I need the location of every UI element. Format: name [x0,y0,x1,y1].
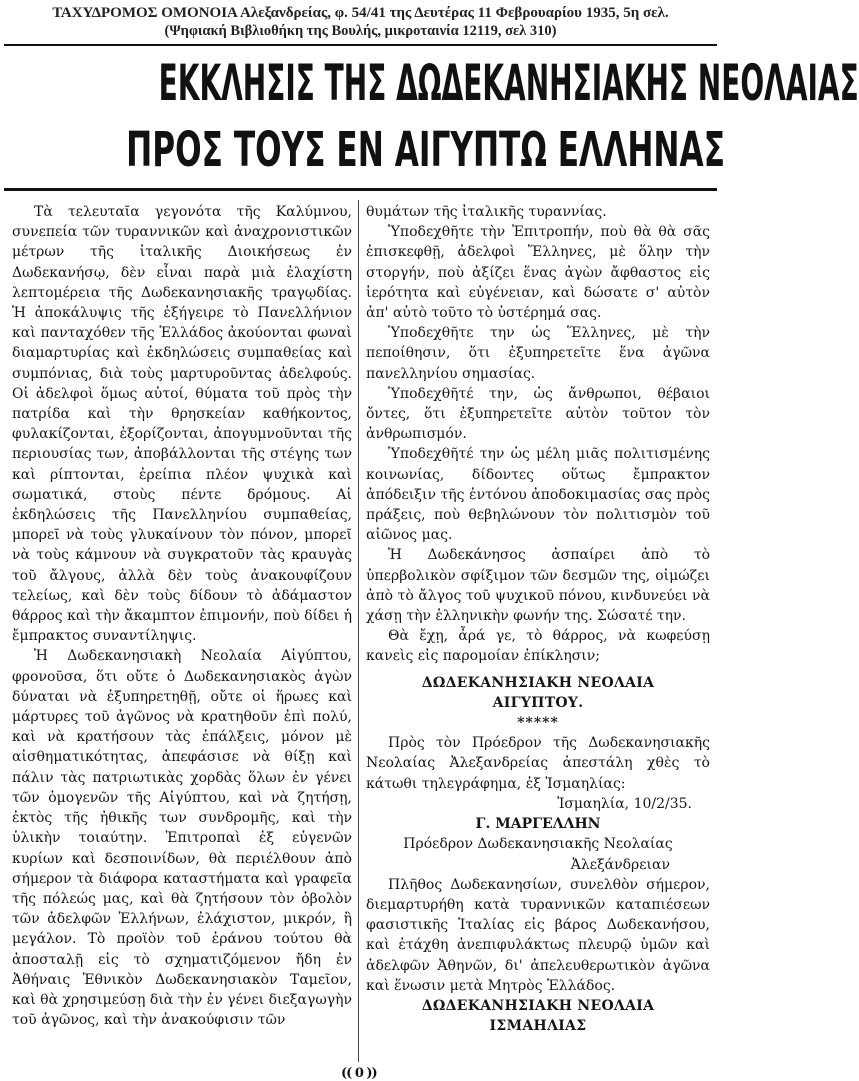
telegram-body: Πλῆθος Δωδεκανησίων, συνελθὸν σήμερον, διεμαρτυρήθη κατὰ τυραννικῶν καταπιέσεων φασιστικῆς Ἰταλίας εἰς βάρος Δωδεκανήσου, καὶ ἐτάχθη ἀνεπιφυλάκτως πλευρῷ ὑμῶν καὶ ἀδελφῶν Ἀθηνῶν, δι' ἀπελευθερωτικὸν ἀγῶνα καὶ ἕνωσιν μετὰ Μητρὸς Ἑλλάδος. [366,876,710,994]
source-caption-line1: ΤΑΧΥΔΡΟΜΟΣ ΟΜΟΝΟΙΑ Αλεξανδρείας, φ. 54/41 της Δευτέρας 11 Φεβρουαρίου 1935, 5η σελ. [52,5,669,21]
article-paragraph: Τὰ τελευταῖα γεγονότα τῆς Καλύμνου, συνεπεία τῶν τυραννικῶν καὶ ἀναχρονιστικῶν μέτρων τῆς ἰταλικῆς Διοικήσεως ἐν Δωδεκανήσῳ, δὲν εἶναι παρὰ μιὰ ἐλαχίστη λεπτομέρεια τῆς Δωδεκανησιακῆς τραγῳδίας. Ἡ ἀποκάλυψις τῆς ἐξήγειρε τὸ Πανελλήνιον καὶ πανταχόθεν τῆς Ἑλλάδος ἀκούονται φωναὶ διαμαρτυρίας καὶ ἐκδηλώσεις συμπαθείας καὶ συμπόνιας, διὰ τοὺς μαρτυροῦντας ἀδελφούς. Οἱ ἀδελφοὶ ὅμως αὐτοί, θύματα τοῦ πρὸς τὴν πατρίδα καὶ τὴν θρησκείαν καθήκοντος, φυλακίζονται, ἐξορίζονται, ἀπογυμνοῦνται τῆς περιουσίας των, ἀποβάλλονται τῆς στέγης των καὶ ρίπτονται, ἐρείπια πλέον ψυχικὰ καὶ σωματικά, στοὺς πέντε δρόμους. Αἱ ἐκδηλώσεις τῆς Πανελληνίου συμπαθείας, μπορεῖ νὰ τοὺς γλυκαίνουν τὸν πόνον, μπορεῖ νὰ τοὺς κάμνουν νὰ συγκρατοῦν τὰς κραυγὰς τοῦ ἄλγους, ἀλλὰ δὲν τοὺς ἀνακουφίζουν τελείως, καὶ δὲν τοὺς δίδουν τὸ ἀδάμαστον θάρρος καὶ τὴν ἄκαμπτον ἐπιμονήν, ποὺ δίδει ἡ ἔμπρακτος συναντίληψις. [12,204,352,645]
footer-ornament: (( 0 )) [341,1066,377,1081]
telegram-addressee-title: Πρόεδρον Δωδεκανησιακῆς Νεολαίας [403,836,673,853]
signature-line2: ΙΣΜΑΗΛΙΑΣ [489,1018,587,1035]
section-separator: ***** [517,715,559,732]
telegram-addressee-city: Ἀλεξάνδρειαν [570,856,670,873]
headline-line2: ΠΡΟΣ ΤΟΥΣ ΕΝ ΑΙΓΥΠΤΩ ΕΛΛΗΝΑΣ [126,122,726,178]
telegram-dateline: Ἰσμαηλία, 10/2/35. [557,795,692,812]
article-paragraph: Ὑποδεχθῆτε τὴν Ἐπιτροπήν, ποὺ θὰ θὰ σᾶς ἐπισκεφθῇ, ἀδελφοὶ Ἕλληνες, μὲ ὅλην τὴν στοργήν, ποὺ ἀξίζει ἕνας ἀγὼν ἄφθαστος εἰς ἱερότητα καὶ εὐγένειαν, καὶ δώσατε σ' αὐτὸν ἀπ' αὐτὸ τοῦτο τὸ ὑστέρημά σας. [366,224,710,322]
headline-line1: ΕΚΚΛΗΣΙΣ ΤΗΣ ΔΩΔΕΚΑΝΗΣΙΑΚΗΣ ΝΕΟΛΑΙΑΣ [158,54,859,112]
article-paragraph: Ἡ Δωδεκανησιακὴ Νεολαία Αἰγύπτου, φρονοῦσα, ὅτι οὔτε ὁ Δωδεκανησιακὸς ἀγὼν δύναται νὰ ἐξυπηρετηθῇ, οὔτε οἱ ἥρωες καὶ μάρτυρες τοῦ ἀγῶνος νὰ κρατηθοῦν ἐπὶ πολύ, καὶ νὰ κρατήσουν τὰς ἐπάλξεις, μόνον μὲ αἰσθηματικότητας, ἀπεφάσισε νὰ θίξῃ καὶ πάλιν τὰς πατριωτικὰς χορδὰς ὅλων ἐν γένει τῶν ὁμογενῶν τῆς Αἰγύπτου, καὶ νὰ ζητήσῃ, ἐκτὸς τῆς ἠθικῆς των συνδρομῆς, καὶ τὴν ὑλικὴν τοιαύτην. Ἐπιτροπαὶ ἐξ εὐγενῶν κυρίων καὶ δεσποινίδων, θὰ περιέλθουν ἀπὸ σήμερον τὰ διάφορα καταστήματα καὶ γραφεῖα τῆς πόλεώς μας, καὶ θὰ ζητήσουν τὸν ὀβολὸν τῶν ἀδελφῶν Ἑλλήνων, ἐλάχιστον, μικρόν, ἢ μεγάλον. Τὸ προϊὸν τοῦ ἐράνου τούτου θὰ ἀποσταλῇ εἰς τὸ σχηματιζόμενον ἤδη ἐν Ἀθήναις Ἐθνικὸν Δωδεκανησιακὸν Ταμεῖον, καὶ θὰ χρησιμεύσῃ διὰ τὴν ἐν γένει διεξαγωγὴν τοῦ ἀγῶνος, καὶ τὴν ἀνακούφισιν τῶν [12,648,352,1029]
article-paragraph: Ἡ Δωδεκάνησος ἀσπαίρει ἀπὸ τὸ ὑπερβολικὸν σφίξιμον τῶν δεσμῶν της, οἰμώζει ἀπὸ τὸ ἄλγος τοῦ ψυχικοῦ πόνου, κινδυνεύει νὰ χάσῃ τὴν ἑλληνικὴν φωνήν της. Σώσατέ την. [366,547,710,625]
signature-line1: ΔΩΔΕΚΑΝΗΣΙΑΚΗ ΝΕΟΛΑΙΑ [421,997,655,1014]
right-column [366,202,710,1036]
headline-rule [4,188,717,191]
telegram-addressee-name: Γ. ΜΑΡΓΕΛΛΗΝ [475,816,601,833]
signature-line1: ΔΩΔΕΚΑΝΗΣΙΑΚΗ ΝΕΟΛΑΙΑ [421,674,655,691]
source-caption [0,4,721,40]
article-paragraph: Θὰ ἔχῃ, ἆρά γε, τὸ θάρρος, νὰ κωφεύσῃ κανεὶς εἰς παρομοίαν ἐπίκλησιν; [366,628,710,665]
article-paragraph: Ὑποδεχθῆτε την ὡς Ἕλληνες, μὲ τὴν πεποίθησιν, ὅτι ἐξυπηρετεῖτε ἕνα ἀγῶνα πανελληνίου σημασίας. [366,325,710,382]
left-column [12,202,352,1030]
top-rule [4,44,717,46]
article-paragraph: Ὑποδεχθῆτέ την, ὡς ἄνθρωποι, θέβαιοι ὄντες, ὅτι ἐξυπηρετεῖτε αὐτὸν τοῦτον τὸν ἀνθρωπισμόν. [366,385,710,443]
column-divider [358,200,359,1062]
article-paragraph: Πρὸς τὸν Πρόεδρον τῆς Δωδεκανησιακῆς Νεολαίας Ἀλεξανδρείας ἀπεστάλη χθὲς τὸ κάτωθι τηλεγράφημα, ἐξ Ἰσμαηλίας: [366,735,710,792]
article-paragraph: θυμάτων τῆς ἰταλικῆς τυραννίας. [366,204,607,220]
source-caption-line2: (Ψηφιακή Βιβλιοθήκη της Βουλής, μικροταινία 12119, σελ 310) [164,23,557,39]
article-paragraph: Ὑποδεχθῆτέ την ὡς μέλη μιᾶς πολιτισμένης κοινωνίας, δίδοντες οὕτως ἔμπρακτον ἀπόδειξιν τῆς ἐντόνου ἀποδοκιμασίας σας πρὸς πράξεις, ποὺ θεβηλώνουν τὸν πολιτισμὸν τοῦ αἰῶνος μας. [366,446,710,544]
signature-line2: ΑΙΓΥΠΤΟΥ. [492,694,584,711]
